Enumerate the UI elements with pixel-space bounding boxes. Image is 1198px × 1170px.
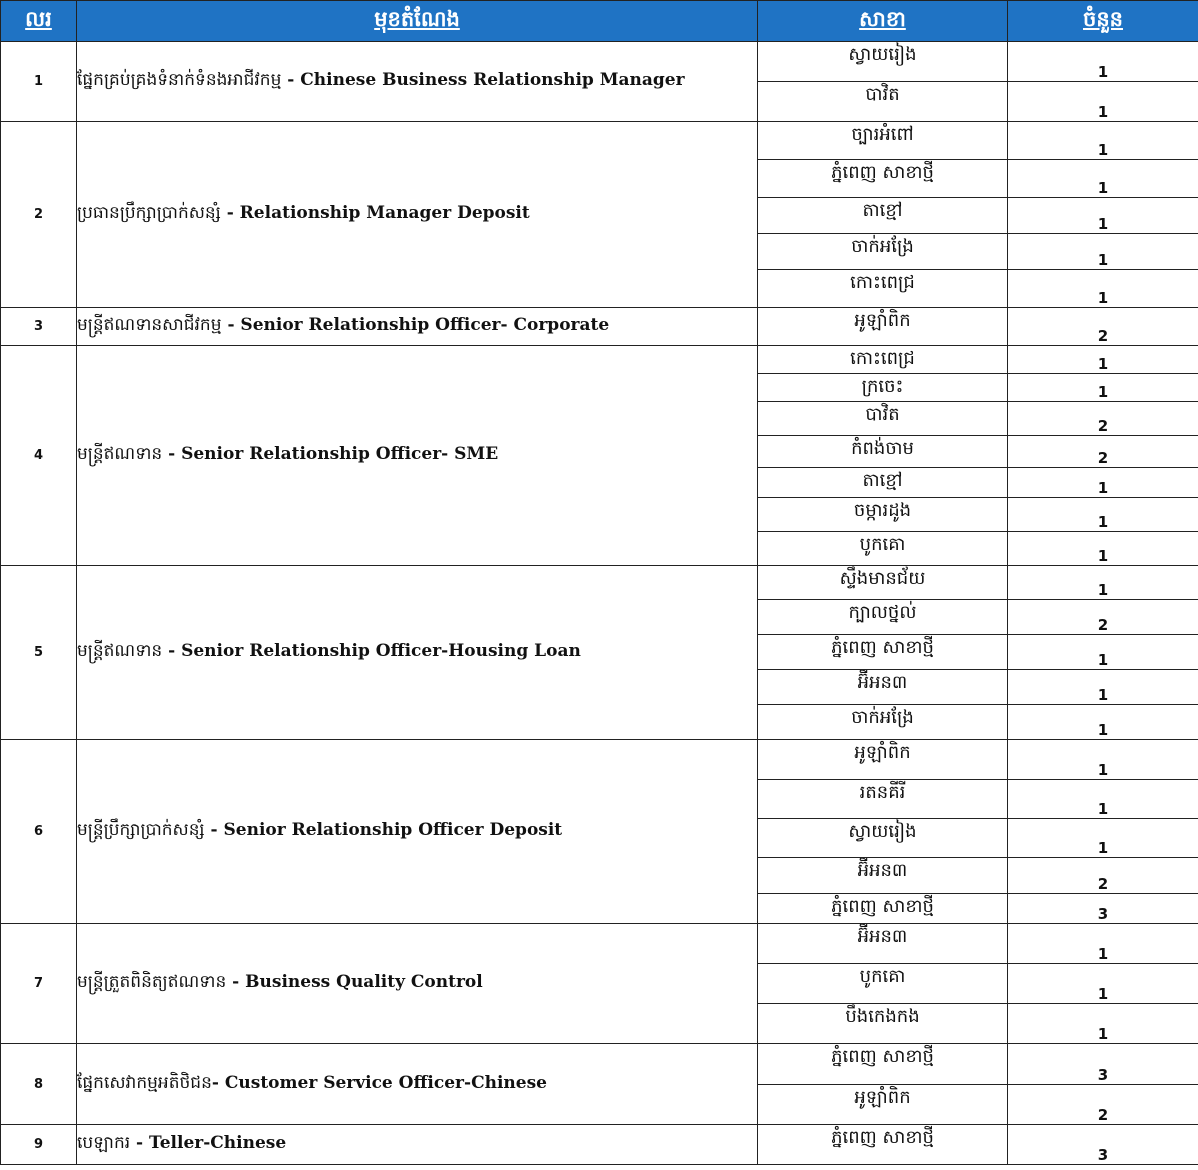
position-title-khmer: មន្ត្រីឥណទាន (77, 641, 163, 661)
position-title-khmer: មន្ត្រីប្រឹក្សាប្រាក់សន្សំ (77, 820, 205, 840)
position-title-khmer: មន្ត្រីត្រួតពិនិត្យឥណទាន (77, 972, 227, 992)
table-row (1, 566, 1198, 600)
position-title (77, 1125, 758, 1165)
position-title (77, 1044, 758, 1125)
branch-name: កំពង់ចាម (758, 436, 1008, 468)
branch-name: ភ្នំពេញ សាខាថ្មី (758, 635, 1008, 670)
position-title-khmer: បេឡាករ (77, 1133, 131, 1153)
vacancy-count: 3 (1008, 1044, 1198, 1085)
branch-name: អូឡាំពិក (758, 308, 1008, 346)
vacancy-count: 1 (1008, 198, 1198, 234)
vacancy-count: 1 (1008, 82, 1198, 122)
vacancy-count: 1 (1008, 635, 1198, 670)
branch-name: ភ្នំពេញ សាខាថ្មី (758, 1125, 1008, 1165)
branch-name: ស្ទឹងមានជ័យ (758, 566, 1008, 600)
branch-name: បាវិត (758, 82, 1008, 122)
branch-name: តាខ្មៅ (758, 198, 1008, 234)
table-row (1, 308, 1198, 346)
position-title (77, 566, 758, 740)
branch-name: បាវិត (758, 402, 1008, 436)
vacancy-count: 2 (1008, 436, 1198, 468)
vacancy-count: 1 (1008, 374, 1198, 402)
row-number: 4 (1, 346, 77, 566)
branch-name: រតនគីរី (758, 780, 1008, 819)
position-title-english: - Business Quality Control (226, 972, 483, 992)
branch-name: អូឡាំពិក (758, 1085, 1008, 1125)
position-title-english: - Relationship Manager Deposit (220, 203, 530, 223)
table-row (1, 122, 1198, 160)
branch-name: អ៊ីអន៣ (758, 670, 1008, 705)
position-title-english: - Senior Relationship Officer- SME (162, 444, 499, 464)
position-title-khmer: ផ្នែកគ្រប់គ្រងទំនាក់ទំនងអាជីវកម្ម (77, 70, 282, 90)
table-row (1, 740, 1198, 780)
vacancy-count: 1 (1008, 160, 1198, 198)
vacancy-count: 3 (1008, 1125, 1198, 1165)
vacancy-count: 1 (1008, 819, 1198, 858)
table-row (1, 1125, 1198, 1165)
vacancy-count: 1 (1008, 964, 1198, 1004)
header-branch: សាខា (758, 1, 1008, 42)
position-title-english: - Senior Relationship Officer-Housing Loan (162, 641, 581, 661)
vacancy-count: 1 (1008, 924, 1198, 964)
vacancy-count: 1 (1008, 498, 1198, 532)
branch-name: ចាក់អង្រែ (758, 234, 1008, 270)
vacancy-count: 2 (1008, 858, 1198, 894)
row-number: 7 (1, 924, 77, 1044)
vacancy-count: 2 (1008, 308, 1198, 346)
vacancy-count: 1 (1008, 346, 1198, 374)
position-title-english: - Senior Relationship Officer- Corporate (221, 315, 610, 335)
table-row (1, 346, 1198, 374)
vacancy-count: 1 (1008, 122, 1198, 160)
vacancy-count: 1 (1008, 270, 1198, 308)
table-body (1, 42, 1198, 1165)
row-number: 6 (1, 740, 77, 924)
branch-name: ភ្នំពេញ សាខាថ្មី (758, 160, 1008, 198)
vacancy-count: 1 (1008, 670, 1198, 705)
row-number: 3 (1, 308, 77, 346)
branch-name: ស្វាយរៀង (758, 819, 1008, 858)
branch-name: ស្វាយរៀង (758, 42, 1008, 82)
position-title (77, 740, 758, 924)
header-position: មុខតំណែង (77, 1, 758, 42)
vacancy-count: 2 (1008, 1085, 1198, 1125)
vacancy-count: 1 (1008, 780, 1198, 819)
row-number: 2 (1, 122, 77, 308)
vacancy-count: 1 (1008, 705, 1198, 740)
position-title-khmer: ប្រធានប្រឹក្សាប្រាក់សន្សំ (77, 203, 221, 223)
vacancy-count: 3 (1008, 894, 1198, 924)
branch-name: ភ្នំពេញ សាខាថ្មី (758, 1044, 1008, 1085)
branch-name: ភ្នំពេញ សាខាថ្មី (758, 894, 1008, 924)
position-title (77, 308, 758, 346)
vacancy-count: 1 (1008, 1004, 1198, 1044)
branch-name: កោះពេជ្រ (758, 270, 1008, 308)
position-title-khmer: មន្ត្រីឥណទានសាជីវកម្ម (77, 315, 222, 335)
branch-name: អូឡាំពិក (758, 740, 1008, 780)
branch-name: ក្បាលថ្នល់ (758, 600, 1008, 635)
branch-name: ចម្ការដូង (758, 498, 1008, 532)
branch-name: ក្រចេះ (758, 374, 1008, 402)
position-title (77, 924, 758, 1044)
row-number: 5 (1, 566, 77, 740)
vacancy-count: 1 (1008, 740, 1198, 780)
position-title (77, 42, 758, 122)
vacancy-count: 1 (1008, 566, 1198, 600)
header-count: ចំនួន (1008, 1, 1198, 42)
position-title-english: - Chinese Business Relationship Manager (281, 70, 685, 90)
position-title-khmer: មន្ត្រីឥណទាន (77, 444, 163, 464)
vacancy-count: 2 (1008, 600, 1198, 635)
branch-name: អ៊ីអន៣ (758, 858, 1008, 894)
position-title (77, 122, 758, 308)
header-row (1, 1, 1198, 42)
vacancy-count: 1 (1008, 532, 1198, 566)
branch-name: អ៊ីអន៣ (758, 924, 1008, 964)
position-title-khmer: ផ្នែកសេវាកម្មអតិថិជន (77, 1072, 212, 1093)
branch-name: ច្បារអំពៅ (758, 122, 1008, 160)
branch-name: បូកគោ (758, 532, 1008, 566)
vacancy-count: 1 (1008, 42, 1198, 82)
table-row (1, 42, 1198, 82)
position-title (77, 346, 758, 566)
branch-name: តាខ្មៅ (758, 468, 1008, 498)
position-title-english: - Teller-Chinese (130, 1133, 287, 1153)
table-row (1, 1044, 1198, 1085)
row-number: 8 (1, 1044, 77, 1125)
vacancy-count: 2 (1008, 402, 1198, 436)
position-title-english: - Senior Relationship Officer Deposit (204, 820, 563, 840)
branch-name: បឹងកេងកង (758, 1004, 1008, 1044)
branch-name: បូកគោ (758, 964, 1008, 1004)
vacancy-count: 1 (1008, 234, 1198, 270)
branch-name: ចាក់អង្រែ (758, 705, 1008, 740)
header-no: លរ (1, 1, 77, 42)
position-title-english: - Customer Service Officer-Chinese (211, 1072, 547, 1093)
row-number: 9 (1, 1125, 77, 1165)
row-number: 1 (1, 42, 77, 122)
table-row (1, 924, 1198, 964)
vacancy-count: 1 (1008, 468, 1198, 498)
branch-name: កោះពេជ្រ (758, 346, 1008, 374)
